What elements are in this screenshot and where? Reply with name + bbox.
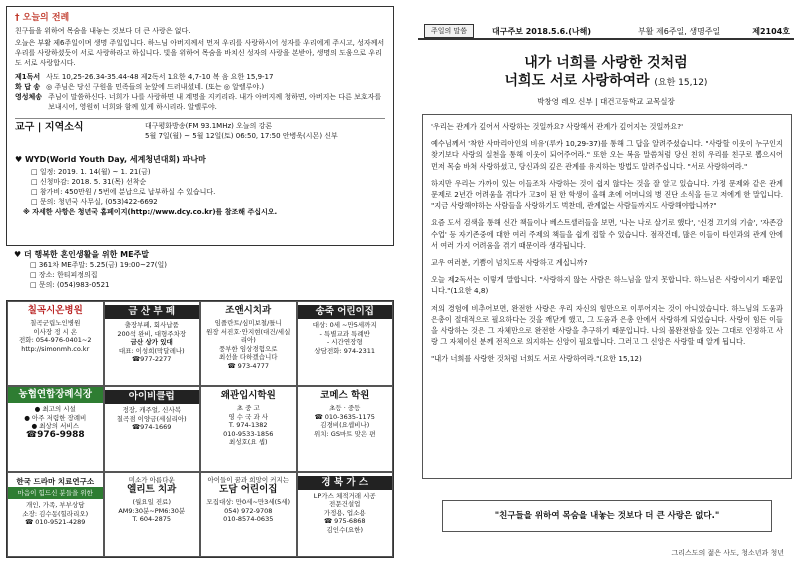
homily-paragraph: 교우 여러분, 기쁨이 넘치도록 사랑하고 계십니까? xyxy=(431,258,588,268)
homily-body xyxy=(422,114,792,479)
ad-line: ☎977-2277 xyxy=(132,355,172,363)
reading-text: ◎ 주님은 당신 구원을 민족들의 눈앞에 드러내셨네. (또는 ◎ 알렐루야.) xyxy=(46,83,265,91)
ad-cell xyxy=(7,301,104,386)
ad-line: 영 수 국 과 사 xyxy=(228,412,269,421)
ad-name: 경 북 가 스 xyxy=(298,476,393,490)
reading-label: 영성체송 xyxy=(15,93,43,101)
today-liturgy-box xyxy=(6,6,394,246)
homily-author: 박창영 레오 신부 | 대건고등학교 교목실장 xyxy=(537,97,675,106)
homily-paragraph: 오늘 제2독서는 이렇게 말합니다. "사랑하지 않는 사람은 하느님을 알지 못합니다. 하느님은 사랑이시기 때문입니다."(1요한 4,8) xyxy=(431,275,783,296)
ad-name: 농협연합장례식장 xyxy=(8,387,103,403)
bulletin-header xyxy=(418,24,794,40)
reading-text: 주님이 말씀하신다. 너희가 나를 사랑하면 내 계명을 지키리라. 내가 아버지께 청하면, 아버지는 다른 보호자를 보내시어, 영원히 너희와 함께 있게 하시리라. 알렐루야. xyxy=(48,93,382,111)
homily-paragraph: 하지만 우리는 가까이 있는 이들조차 사랑하는 것이 쉽지 않다는 것을 잘 알고 있습니다. 가정 문제와 같은 관계 문제로 2년간 어려움을 겪다가 고3이 된 한 학생이 올해 초에 어머니의 병 진단 소식을 듣고 저에게 한 말입니다. "지금 사랑해야하는 사람들을 사랑하기도 벅찬데, 관계없는 사람들까지도 사랑해야합니까?" xyxy=(431,178,783,211)
ad-cell xyxy=(200,301,297,386)
marriage-notice xyxy=(14,250,394,290)
ad-line: 초 중 고 xyxy=(236,404,260,413)
ad-line: 010-8574-0635 xyxy=(223,515,274,524)
ad-cell xyxy=(297,472,394,557)
ad-line: 마음이 힘드신 분들을 위한 xyxy=(8,487,103,500)
ad-line: 200석 완비, 대형주차장 xyxy=(117,329,187,338)
ad-cell xyxy=(104,386,201,471)
ad-cell xyxy=(200,472,297,557)
radio-notice xyxy=(145,121,338,141)
ad-line: ● 최고의 시설 xyxy=(34,405,76,414)
ad-line: 풍부한 임상경험으로 xyxy=(218,344,278,353)
ad-line: 위치: GS마트 맞은 편 xyxy=(313,429,376,438)
ad-line: ☎ 975-6868 xyxy=(324,517,366,526)
ad-cell xyxy=(104,301,201,386)
marriage-item: □ 장소: 한티피정의집 xyxy=(30,271,98,279)
reading-row xyxy=(15,72,385,82)
radio-line-1: 대구평화방송(FM 93.1MHz) 오늘의 강론 xyxy=(145,122,273,130)
ad-name: 코메스 학원 xyxy=(320,390,370,402)
ad-line: 개인, 가족, 부부상담 xyxy=(26,501,85,510)
wyd-item: □ 일정: 2019. 1. 14(월) ~ 1. 21(금) xyxy=(31,168,151,176)
title-line-2: 너희도 서로 사랑하여라 xyxy=(504,73,650,89)
wyd-item: □ 신청마감: 2018. 5. 31(목) 선착순 xyxy=(31,178,147,186)
ad-cell xyxy=(297,301,394,386)
reading-row xyxy=(15,92,385,112)
ad-line: ☎974-1669 xyxy=(132,423,172,432)
ad-cell xyxy=(7,386,104,471)
homily-paragraph: "내가 너희를 사랑한 것처럼 너희도 서로 사랑하여라."(요한 15,12) xyxy=(431,354,642,364)
homily-paragraph: 저의 경험에 비추어보면, 완전한 사랑은 우리 자신의 힘만으로 이루어지는 것이 아니었습니다. 하느님의 도움과 은총이 절대적으로 필요하다는 것을 깨닫게 했고, 그 도움과 은총 안에서 사랑하게 되었습니다. 사랑이 힘든 이들을 사랑하는 것은 그 자체만으로 완전한 사랑을 추구하기 때문입니다. 나의 불완전함을 있는 그대로 인정하고 사랑 그 자체이신 분께 전적으로 의지하는 신앙이 필요합니다. 그러고 그 신앙은 사랑할 때 알게 됩니다. xyxy=(431,303,783,347)
ad-line: 금산 상가 있대 xyxy=(130,338,173,346)
ad-cell xyxy=(7,472,104,557)
ad-name: 금 산 부 페 xyxy=(105,305,200,319)
liturgical-day: 부활 제6주일, 생명주일 xyxy=(638,27,721,36)
ad-line: 054) 972-9708 xyxy=(224,506,273,515)
reading-row xyxy=(15,82,385,92)
ad-line: 전문건설업 xyxy=(329,500,361,509)
ad-cell xyxy=(200,386,297,471)
ad-line: T. 974-1382 xyxy=(228,421,268,430)
ad-line: 칠곡군립노인병원 xyxy=(30,319,81,327)
ad-line: ● 최상의 서비스 xyxy=(31,422,79,431)
ad-line: 전화: 054-976-0401~2 xyxy=(19,336,92,344)
ad-line: 이사장 정 시 온 xyxy=(33,327,78,336)
ad-line: 010-9533-1856 xyxy=(223,429,274,438)
ad-line: LP가스 체적거래 시공 xyxy=(313,491,376,500)
reading-label: 화 답 송 xyxy=(15,83,41,91)
reading-text: 사도 10,25-26.34-35.44-48 제2독서 1요한 4,7-10 복 음 요한 15,9-17 xyxy=(46,73,274,81)
ad-line: 소장: 김수동(힐라리오) xyxy=(22,509,89,518)
homily-paragraph: '우리는 관계가 깊어서 사랑하는 것일까요? 사랑해서 관계가 깊어지는 것일까요?' xyxy=(431,122,684,131)
radio-line-2: 5월 7일(월) ~ 5월 12일(토) 06:50, 17:50 안병욱(시몬) 신부 xyxy=(145,132,338,140)
readings-list xyxy=(15,72,385,112)
section-tag: 주일의 말씀 xyxy=(424,24,474,38)
ads-grid xyxy=(6,300,394,558)
ad-line: ☎ 973-4777 xyxy=(227,361,269,370)
ad-cell xyxy=(104,472,201,557)
ad-name: 아이비클럽 xyxy=(105,390,200,404)
ad-line: 출장부페, 회사납품 xyxy=(124,321,179,329)
ad-line: 김경비(요셉비나) xyxy=(320,421,370,430)
ad-line: 모집대상: 만0세~만3세(5세) xyxy=(206,498,291,507)
ad-name: 엘리트 치과 xyxy=(127,484,177,496)
ad-line: 대표: 이성희(막달레나) xyxy=(118,346,185,355)
issue-date: 대구주보 2018.5.6.(나해) xyxy=(492,27,591,36)
ad-line: 아이들이 꿈과 희망이 커지는 xyxy=(207,475,290,484)
ad-line: 상담전화: 974-2311 xyxy=(314,346,376,355)
ad-line: 미소가 아름다운 xyxy=(128,475,175,484)
today-verse: 친구들을 위하여 목숨을 내놓는 것보다 더 큰 사랑은 없다. xyxy=(15,27,191,35)
marriage-item: □ 문의: (054)983-0521 xyxy=(30,281,110,289)
ad-line: (월요일 진료) xyxy=(132,498,172,507)
homily-paragraph: 예수님께서 '착한 사마리아인의 비유'(루카 10,29-37)를 통해 그 답을 알려주셨습니다. "사랑할 이웃이 누구인지 찾기보다 사랑의 실천을 통해 이웃이 되어주어라." 또한 오는 복음 말씀처럼 당신 친히 우리를 친구로 뽑으시어 먼저 목숨 바쳐 사랑하셨고, 당신과의 깊은 관계를 유지하는 방법도 알려주십니다. "서로 사랑하여라." xyxy=(431,139,783,171)
ad-line: - 시간연장형 xyxy=(326,338,363,346)
wyd-notice xyxy=(15,155,385,217)
marriage-item: □ 361차 ME주말: 5.25(금) 19:00~27(일) xyxy=(30,261,167,269)
ad-line: - 특별교과 특례반 xyxy=(319,329,370,338)
ad-name: 조앤시치과 xyxy=(225,305,272,316)
ad-line: ● 아주 저렴한 장례비 xyxy=(24,413,87,422)
today-intro: 오늘은 부활 제6주일이며 생명 주일입니다. 하느님 아버지께서 먼저 우리를 사랑하시어 성자를 우리에게 주시고, 성자께서 우리를 사랑하셨듯이 서로 사랑하라고 하십니다. 빛을 위하여 목숨을 바치신 성자의 사랑을 본받아, 생명의 도움으로 우리도 서로 사랑합시다. xyxy=(15,39,385,67)
ad-line: 최선을 다하겠습니다 xyxy=(218,353,278,361)
wyd-note: ※ 자세한 사항은 청년국 홈페이지(http://www.dcy.co.kr)를 참조해 주십시오. xyxy=(23,208,278,216)
ad-line: T. 604-2875 xyxy=(132,515,172,524)
wyd-item: □ 참가비: 450만원 / 5번에 분납으로 납부하실 수 있습니다. xyxy=(31,188,216,196)
title-line-1: 내가 너희를 사랑한 것처럼 xyxy=(524,55,688,71)
reading-label: 제1독서 xyxy=(15,73,41,81)
section-divider xyxy=(15,118,385,119)
ad-line: 임플란트/심미보철/틀니 xyxy=(214,319,282,327)
ad-name: 도담 어린이집 xyxy=(219,484,278,496)
ad-line: ☎976-9988 xyxy=(25,429,85,440)
ad-line: 원장 서진호·안지현(대건/세실리아) xyxy=(206,327,291,344)
issue-number: 제2104호 xyxy=(752,27,790,36)
ad-line: 대상: 0세 ~만5세까지 xyxy=(312,321,377,329)
ad-line: ☎ 010-9521-4289 xyxy=(25,518,86,527)
news-section-title: 교구 | 지역소식 xyxy=(15,122,84,133)
wyd-heading: ♥ WYD(World Youth Day, 세계청년대회) 파나마 xyxy=(15,155,206,164)
marriage-heading: ♥ 더 행복한 혼인생활을 위한 ME주말 xyxy=(14,250,149,259)
ad-line: 초등 · 중등 xyxy=(329,404,361,413)
homily-title xyxy=(418,54,794,92)
ad-line: 칠곡점 이양금(세실리아) xyxy=(116,414,187,423)
title-reference: (요한 15,12) xyxy=(654,78,708,88)
ad-line: 최성호(요 셉) xyxy=(228,438,268,447)
ad-line: 정장, 캐주얼, 신사복 xyxy=(122,406,181,415)
today-liturgy-title: † 오늘의 전례 xyxy=(15,13,70,23)
ad-cell xyxy=(297,386,394,471)
highlight-quote: "친구들을 위하여 목숨을 내놓는 것보다 더 큰 사랑은 없다." xyxy=(442,500,772,532)
ad-line: ☎ 010-3635-1175 xyxy=(314,412,375,421)
ad-line: 김인수(요한) xyxy=(326,525,363,534)
ad-name: 한국 드라마 치료연구소 xyxy=(16,476,95,486)
ad-name: 송죽 어린이집 xyxy=(298,305,393,319)
ad-line: 가정용, 업소용 xyxy=(323,508,366,517)
footer-caption: 그리스도의 젊은 사도, 청소년과 청년 xyxy=(671,549,784,557)
wyd-item: □ 문의: 청년국 사무실, (053)422-6692 xyxy=(31,198,158,206)
right-page xyxy=(418,0,794,565)
ad-name: 칠곡시온병원 xyxy=(27,305,83,316)
ad-line: AM9:30분~PM6:30분 xyxy=(118,506,186,515)
ad-line: http://simonmh.co.kr xyxy=(21,344,90,353)
homily-paragraph: 요즘 도서 검색을 통해 신간 책들이나 베스트셀러들을 보면, '나는 나로 살기로 했다', '신경 끄기의 기술', '자존감 수업' 등 자기존중에 대한 여러 주제의 책들을 쉽게 접할 수 있습니다. 점작건데, 많은 이들이 타인과의 관계 안에서 여러 가지 어려움을 겪기 때문이라 생각됩니다. xyxy=(431,218,783,250)
ad-name: 왜관입시학원 xyxy=(220,390,276,402)
